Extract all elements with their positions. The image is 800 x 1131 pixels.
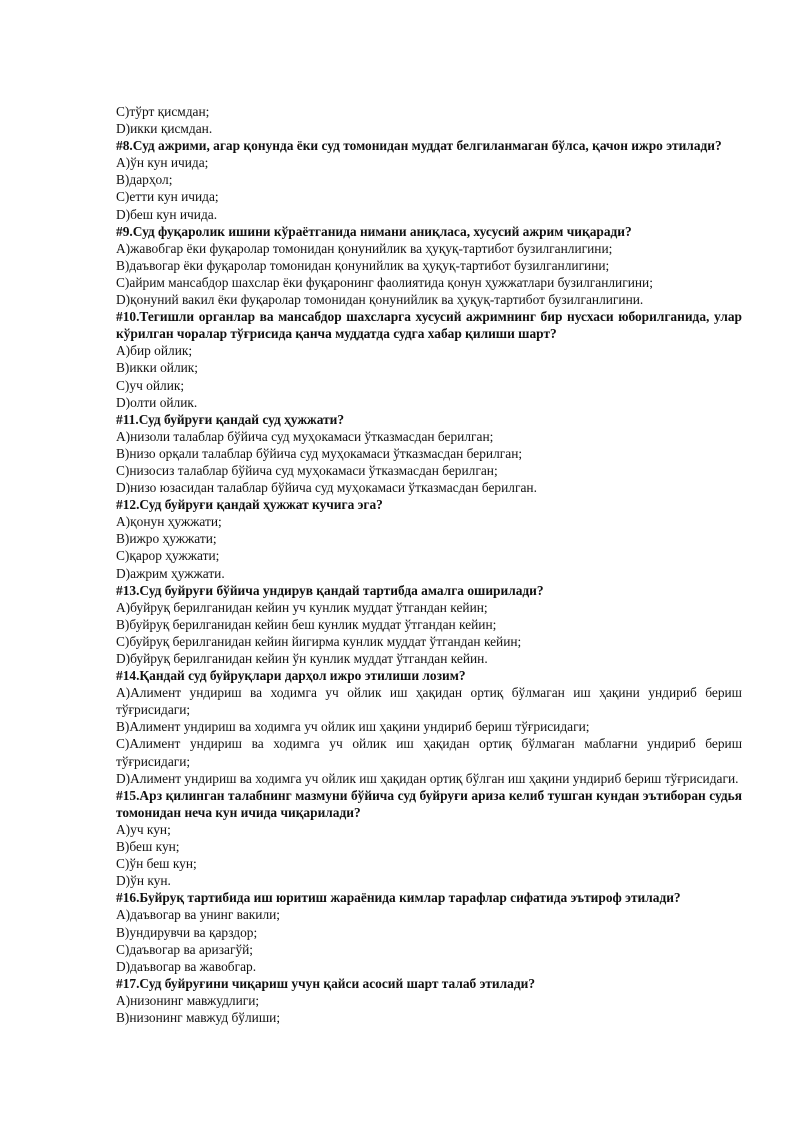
answer-option: D)даъвогар ва жавобгар.: [116, 958, 257, 974]
question-text: #17.Суд буйруғини чиқариш учун қайси асосий шарт талаб этилади?: [116, 975, 536, 991]
answer-option: C)Алимент ундириш ва ходимга уч ойлик иш ҳақидан ортиқ бўлмаган маблағни ундириб бериш тўғрисидаги;: [116, 736, 742, 769]
answer-option: A)жавобгар ёки фуқаролар томонидан қонунийлик ва ҳуқуқ-тартибот бузилганлигини;: [116, 240, 613, 256]
question-text: #14.Қандай суд буйруқлари дарҳол ижро этилиши лозим?: [116, 668, 466, 684]
answer-option: C)даъвогар ва аризагўй;: [116, 941, 254, 957]
question-text: #10.Тегишли органлар ва мансабдор шахсларга хусусий ажримнинг бир нусхаси юборилганида, улар кўрилган чоралар тўғрисида қанча муддатда судга хабар қилиши шарт?: [116, 309, 742, 342]
answer-option: D)ажрим ҳужжати.: [116, 565, 225, 581]
answer-option: A)қонун ҳужжати;: [116, 514, 222, 530]
answer-option: D)Алимент ундириш ва ходимга уч ойлик иш ҳақидан ортиқ бўлган иш ҳақини ундириб бериш тўғрисидаги.: [116, 770, 739, 786]
answer-option: A)Алимент ундириш ва ходимга уч ойлик иш ҳақидан ортиқ бўлмаган иш ҳақини ундириб бериш тўғрисидаги;: [116, 685, 742, 718]
answer-option: A)даъвогар ва унинг вакили;: [116, 907, 281, 923]
answer-option: B)дарҳол;: [116, 172, 173, 188]
question-text: #15.Арз қилинган талабнинг мазмуни бўйича суд буйруғи ариза келиб тушган кундан эътиборан судья томонидан неча кун ичида чиқарилади?: [116, 787, 742, 820]
answer-option: A)уч кун;: [116, 821, 171, 837]
answer-option: B)икки ойлик;: [116, 360, 199, 376]
question-text: #16.Буйруқ тартибида иш юритиш жараёнида кимлар тарафлар сифатида эътироф этилади?: [116, 890, 681, 906]
answer-option: C)етти кун ичида;: [116, 189, 219, 205]
answer-option: D)икки қисмдан.: [116, 121, 213, 137]
answer-option: C)уч ойлик;: [116, 377, 185, 393]
question-text: #13.Суд буйруғи бўйича ундирув қандай тартибда амалга оширилади?: [116, 582, 544, 598]
answer-option: A)бир ойлик;: [116, 343, 193, 359]
answer-option: C)айрим мансабдор шахслар ёки фуқаронинг фаолиятида қонун ҳужжатлари бузилганлигини;: [116, 274, 653, 290]
answer-option: C)тўрт қисмдан;: [116, 104, 210, 119]
answer-option: B)буйруқ берилганидан кейин беш кунлик муддат ўтгандан кейин;: [116, 616, 497, 632]
question-text: #12.Суд буйруғи қандай ҳужжат кучига эга?: [116, 497, 383, 513]
answer-option: D)олти ойлик.: [116, 394, 198, 410]
answer-option: B)беш кун;: [116, 839, 180, 855]
answer-option: C)қарор ҳужжати;: [116, 548, 220, 564]
answer-option: B)ундирувчи ва қарздор;: [116, 924, 258, 940]
answer-option: D)низо юзасидан талаблар бўйича суд муҳокамаси ўтказмасдан берилган.: [116, 480, 537, 496]
answer-option: D)қонуний вакил ёки фуқаролар томонидан қонунийлик ва ҳуқуқ-тартибот бузилганлигини.: [116, 292, 644, 308]
answer-option: C)низосиз талаблар бўйича суд муҳокамаси ўтказмасдан берилган;: [116, 462, 498, 478]
answer-option: B)даъвогар ёки фуқаролар томонидан қонунийлик ва ҳуқуқ-тартибот бузилганлигини;: [116, 257, 610, 273]
answer-option: D)ўн кун.: [116, 873, 171, 889]
question-text: #9.Суд фуқаролик ишини кўраётганида нимани аниқласа, хусусий ажрим чиқаради?: [116, 223, 632, 239]
answer-option: B)низонинг мавжуд бўлиши;: [116, 1009, 281, 1025]
document-page: [116, 103, 742, 1026]
answer-option: D)беш кун ичида.: [116, 206, 218, 222]
question-text: #11.Суд буйруғи қандай суд ҳужжати?: [116, 411, 345, 427]
answer-option: B)ижро ҳужжати;: [116, 531, 217, 547]
answer-option: C)ўн беш кун;: [116, 856, 197, 872]
answer-option: D)буйруқ берилганидан кейин ўн кунлик муддат ўтгандан кейин.: [116, 651, 488, 666]
answer-option: A)низонинг мавжудлиги;: [116, 992, 260, 1008]
answer-option: C)буйруқ берилганидан кейин йигирма кунлик муддат ўтгандан кейин;: [116, 633, 522, 649]
answer-option: A)буйруқ берилганидан кейин уч кунлик муддат ўтгандан кейин;: [116, 599, 488, 615]
answer-option: B)низо орқали талаблар бўйича суд муҳокамаси ўтказмасдан берилган;: [116, 445, 523, 461]
question-text: #8.Суд ажрими, агар қонунда ёки суд томонидан муддат белгиланмаган бўлса, қачон ижро этилади?: [116, 138, 722, 154]
answer-option: B)Алимент ундириш ва ходимга уч ойлик иш ҳақини ундириб бериш тўғрисидаги;: [116, 719, 590, 735]
answer-option: A)ўн кун ичида;: [116, 155, 209, 171]
answer-option: A)низоли талаблар бўйича суд муҳокамаси ўтказмасдан берилган;: [116, 428, 494, 444]
